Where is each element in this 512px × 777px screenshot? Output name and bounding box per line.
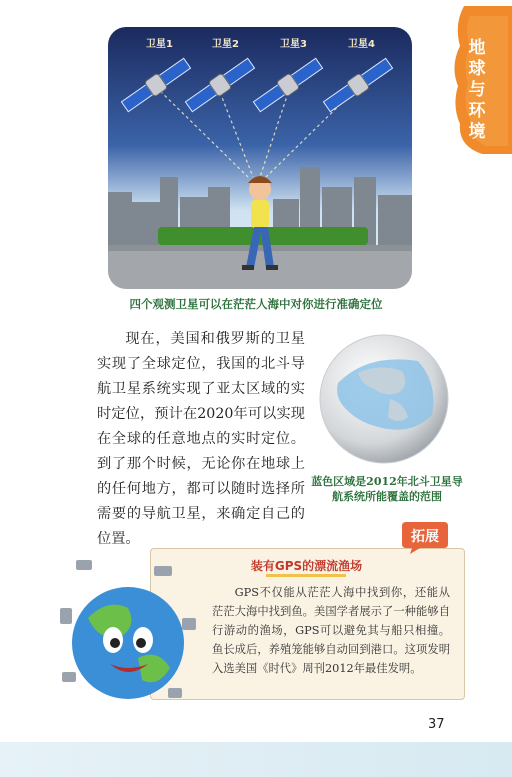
title-underline xyxy=(266,574,346,577)
cartoon-earth-icon xyxy=(58,548,208,728)
extension-tag-label: 拓展 xyxy=(411,529,439,545)
globe-image xyxy=(318,333,450,465)
ground xyxy=(108,245,412,289)
globe-caption: 蓝色区域是2012年北斗卫星导航系统所能覆盖的范围 xyxy=(311,475,463,503)
extension-title: 装有GPS的漂流渔场 xyxy=(250,559,363,573)
satellite-label: 卫星4 xyxy=(348,39,375,50)
body-paragraph: 现在，美国和俄罗斯的卫星实现了全球定位，我国的北斗导航卫星系统实现了亚太区域的实时定位，预计在2020年可以实现在全球的任意地点的实时定位。到了那个时候，无论你在地球上的任何地方，都可以随时选择所需要的导航卫星，来确定自己的位置。 xyxy=(97,331,305,547)
satellite-label: 卫星3 xyxy=(280,39,307,50)
city-scene-graphic xyxy=(108,27,412,289)
extension-text: GPS不仅能从茫茫人海中找到你，还能从茫茫大海中找到鱼。美国学者展示了一种能够自行游动的渔场，GPS可以避免其与船只相撞。鱼长成后，养殖笼能够自动回到港口。这项发明入选美国《时代》周刊2012年最佳发明。 xyxy=(212,586,450,675)
chapter-tab-label: 地球与环境 xyxy=(468,38,486,142)
satellite-label: 卫星1 xyxy=(146,39,173,50)
illustration-caption: 四个观测卫星可以在茫茫人海中对你进行准确定位 xyxy=(129,297,383,311)
satellite-illustration xyxy=(108,27,412,289)
satellite-label: 卫星2 xyxy=(212,39,239,50)
page-number: 37 xyxy=(428,717,445,732)
bottom-band xyxy=(0,742,512,777)
satellite-icon xyxy=(120,56,395,114)
